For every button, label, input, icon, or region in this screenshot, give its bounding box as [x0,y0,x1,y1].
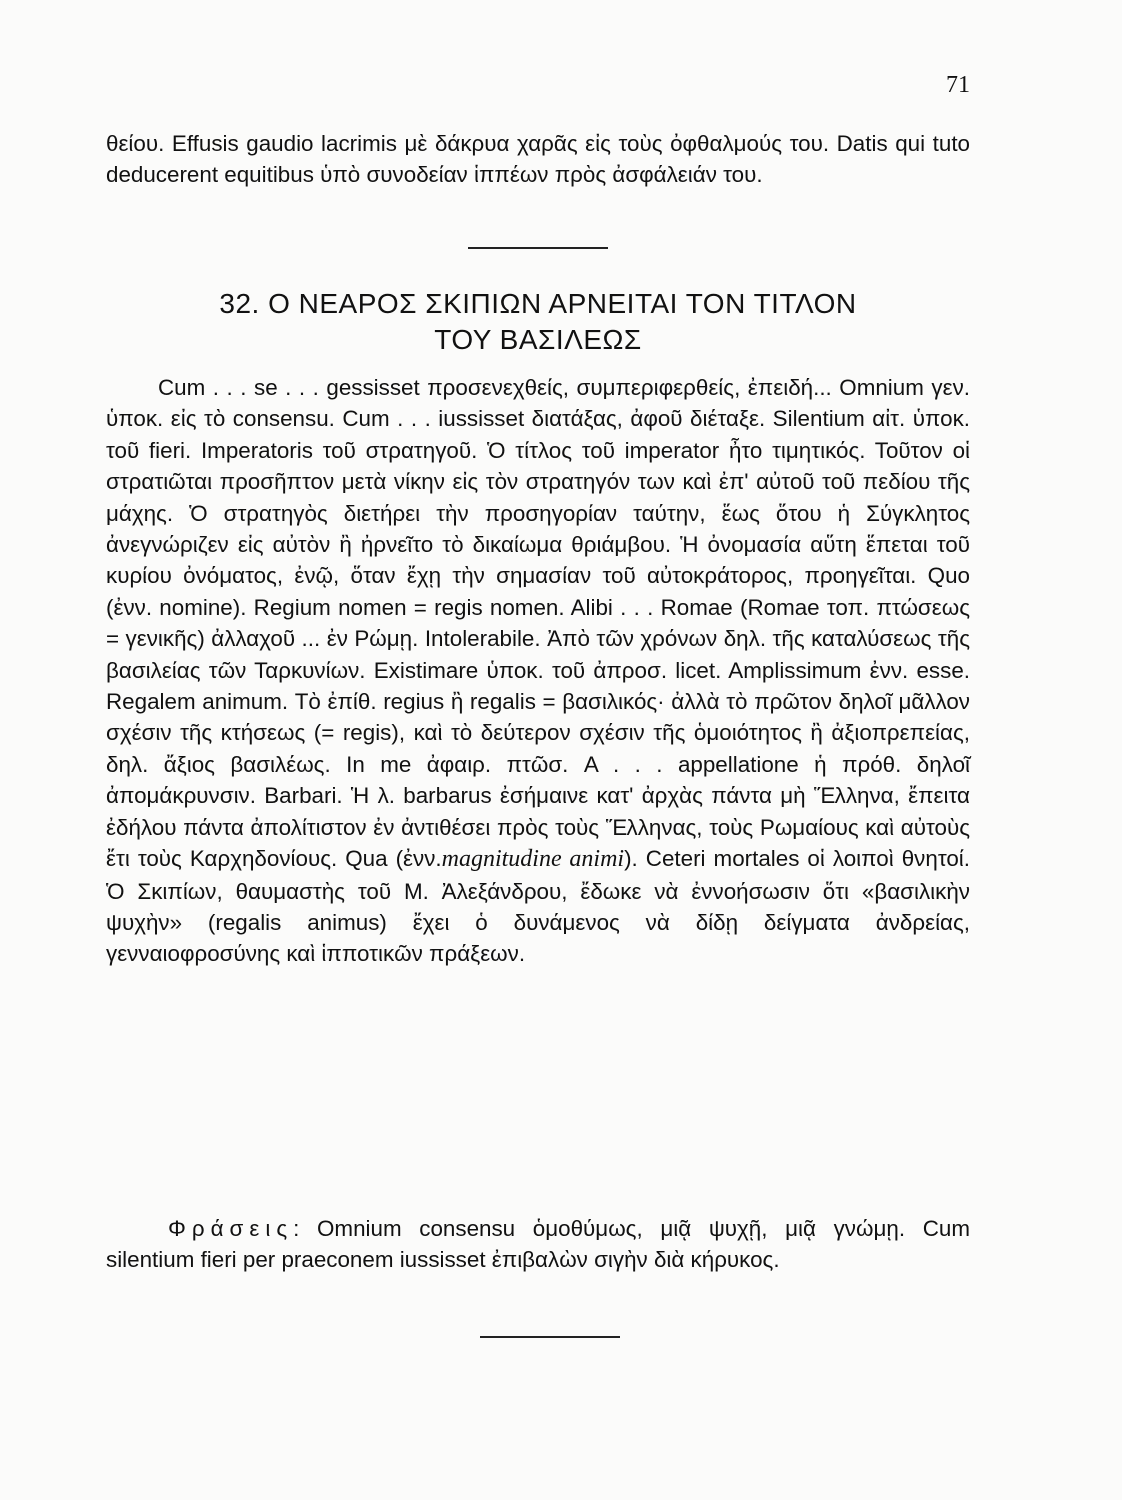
commentary-text [106,372,970,970]
section-divider-top [468,247,608,249]
phrases-label: Φράσεις [168,1216,294,1241]
phrases-paragraph [106,1213,970,1276]
intro-paragraph [106,128,970,191]
page-number: 71 [946,72,970,98]
heading-line-2: ΤΟΥ ΒΑΣΙΛΕΩΣ [434,324,642,355]
intro-text: θείου. Effusis gaudio lacrimis μὲ δάκρυα χαρᾶς εἰς τοὺς ὀφθαλμούς του. Datis qui tuto deducerent equitibus ὑπὸ συνοδείαν ἱππέων πρὸς ἀσφάλειάν του. [106,131,970,188]
phrases-body: : Omnium consensu ὁμοθύμως, μιᾷ ψυχῇ, μιᾷ γνώμῃ. Cum silentium fieri per praeconem iussisset ἐπιβαλὼν σιγὴν διὰ κήρυκος. [106,1216,970,1273]
commentary-part-2: ). Ceteri mortales οἱ λοιποὶ θνητοί. Ὁ Σκιπίων, θαυμαστὴς τοῦ Μ. Ἀλεξάνδρου, ἔδωκε νὰ ἐννοήσωσιν ὅτι «βασιλικὴν ψυχὴν» (regalis animus) ἔχει ὁ δυνάμενος νὰ δίδῃ δείγματα ἀνδρείας, γενναιοφροσύνης καὶ ἱπποτικῶν πράξεων. [106,846,971,967]
commentary-italic: magnitudine animi [441,846,625,873]
phrases-text [106,1213,970,1276]
commentary-paragraph [106,372,970,970]
section-divider-bottom [480,1336,620,1338]
heading-line-1: 32. Ο ΝΕΑΡΟΣ ΣΚΙΠΙΩΝ ΑΡΝΕΙΤΑΙ ΤΟΝ ΤΙΤΛΟΝ [219,288,857,319]
section-heading [106,286,970,358]
commentary-part-1: Cum . . . se . . . gessisset προσενεχθείς, συμπεριφερθείς, ἐπειδή... Omnium γεν. ὑποκ. εἰς τὸ consensu. Cum . . . iussisset διατάξας, ἀφοῦ διέταξε. Silentium αἰτ. ὑποκ. τοῦ fieri. Imperatoris τοῦ στρατηγοῦ. Ὁ τίτλος τοῦ imperator ἦτο τιμητικός. Τοῦτον οἱ στρατιῶται προσῆπτον μετὰ νίκην εἰς τὸν στρατηγόν των καὶ ἐπ' αὐτοῦ τοῦ πεδίου τῆς μάχης. Ὁ στρατηγὸς διετήρει τὴν προσηγορίαν ταύτην, ἕως ὅτου ἡ Σύγκλητος ἀνεγνώριζεν εἰς αὐτὸν ἢ ἠρνεῖτο τὸ δικαίωμα θριάμβου. Ἡ ὀνομασία αὕτη ἕπεται τοῦ κυρίου ὀνόματος, ἐνῷ, ὅταν ἔχῃ τὴν σημασίαν τοῦ αὐτοκράτορος, προηγεῖται. Quo (ἐνν. nomine). Regium nomen = regis nomen. Alibi . . . Romae (Romae τοπ. πτώσεως = γενικῆς) ἀλλαχοῦ ... ἐν Ρώμῃ. Intolerabile. Ἀπὸ τῶν χρόνων δηλ. τῆς καταλύσεως τῆς βασιλείας τῶν Ταρκυνίων. Existimare ὑποκ. τοῦ ἀπροσ. licet. Amplissimum ἐνν. esse. Regalem animum. Τὸ ἐπίθ. regius ἢ regalis = βασιλικός· ἀλλὰ τὸ πρῶτον δηλοῖ μᾶλλον σχέσιν τῆς κτήσεως (= regis), καὶ τὸ δεύτερον σχέσιν τῆς ὁμοιότητος ἢ ἀξιοπρεπείας, δηλ. ἄξιος βασιλέως. In me ἀφαιρ. πτῶσ. A . . . appellatione ἡ πρόθ. δηλοῖ ἀπομάκρυνσιν. Barbari. Ἡ λ. barbarus ἐσήμαινε κατ' ἀρχὰς πάντα μὴ Ἕλληνα, ἔπειτα ἐδήλου πάντα ἀπολίτιστον ἐν ἀντιθέσει πρὸς τοὺς Ἕλληνας, τοὺς Ρωμαίους καὶ αὐτοὺς ἔτι τοὺς Καρχηδονίους. Qua (ἐνν. [106,375,970,872]
